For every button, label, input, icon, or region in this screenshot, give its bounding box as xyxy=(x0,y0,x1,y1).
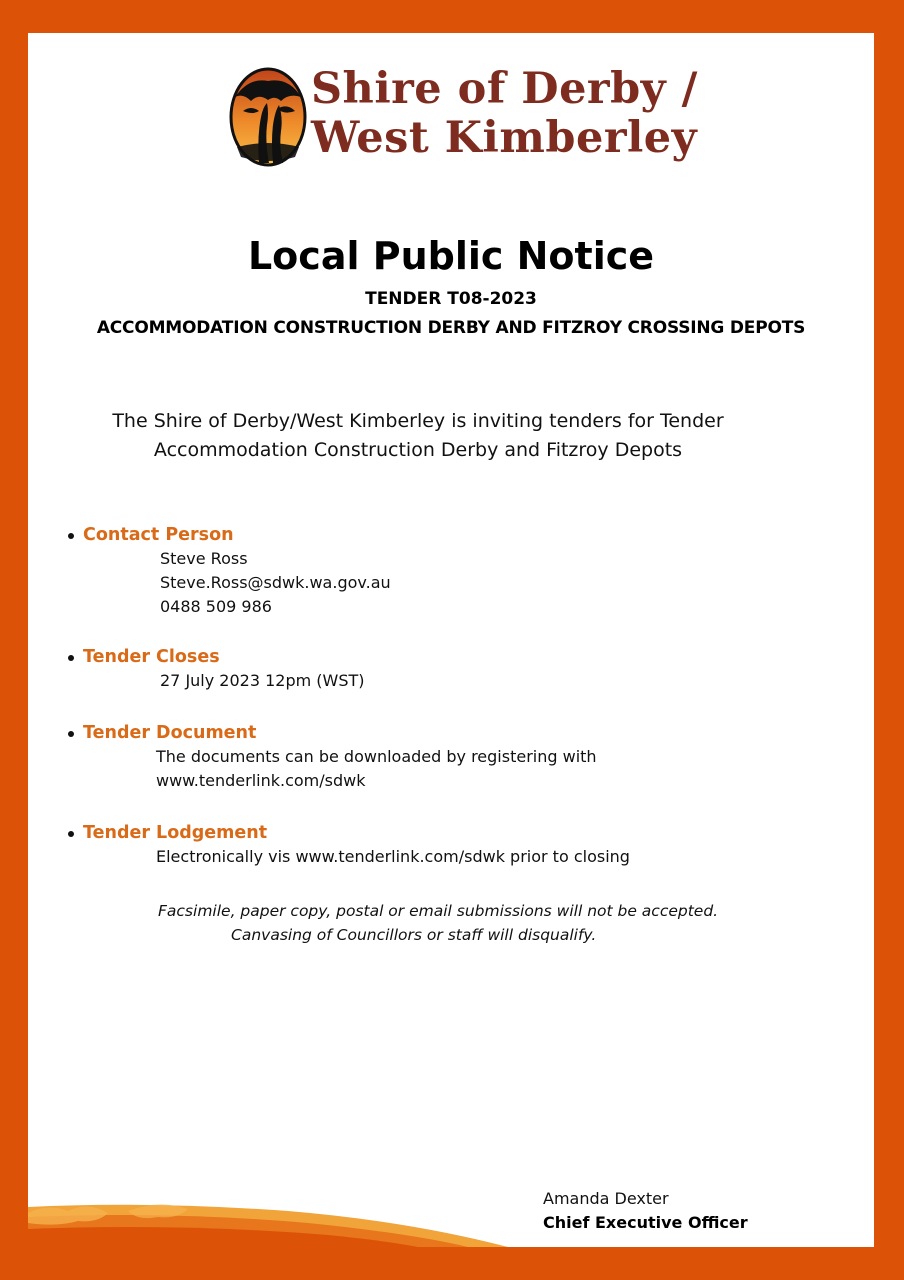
shire-logo-wordmark xyxy=(311,65,698,163)
contact-phone: 0488 509 986 xyxy=(160,597,272,616)
signatory-name: Amanda Dexter xyxy=(543,1189,669,1208)
contact-person-section xyxy=(68,523,788,619)
submission-note xyxy=(158,899,718,947)
note-line-1: Facsimile, paper copy, postal or email submissions will not be accepted. xyxy=(158,902,719,920)
tender-lodgement-heading: Tender Lodgement xyxy=(68,821,788,845)
closing-date: 27 July 2023 12pm (WST) xyxy=(160,671,365,690)
contact-person-heading: Contact Person xyxy=(68,523,788,547)
shire-logo xyxy=(229,64,698,169)
tender-lodgement-section xyxy=(68,821,788,869)
contact-name: Steve Ross xyxy=(160,549,248,568)
logo-line-1: Shire of Derby / xyxy=(311,64,698,114)
page-title: Local Public Notice xyxy=(247,234,655,278)
lodgement-text: Electronically vis www.tenderlink.com/sdwk prior to closing xyxy=(156,847,630,866)
intro-line-1: The Shire of Derby/West Kimberley is inviting tenders for Tender xyxy=(112,410,724,432)
tender-name: ACCOMMODATION CONSTRUCTION DERBY AND FITZROY CROSSING DEPOTS xyxy=(96,318,806,338)
logo-line-2: West Kimberley xyxy=(311,113,698,163)
signature-block xyxy=(543,1187,748,1235)
note-line-2: Canvasing of Councillors or staff will disqualify. xyxy=(231,926,597,944)
intro-line-2: Accommodation Construction Derby and Fitzroy Depots xyxy=(153,439,683,461)
notice-page xyxy=(28,33,874,1247)
document-text: The documents can be downloaded by registering with xyxy=(156,747,597,766)
boab-tree-logo-icon xyxy=(229,67,307,167)
contact-email: Steve.Ross@sdwk.wa.gov.au xyxy=(160,573,391,592)
tender-closes-section xyxy=(68,645,788,693)
signatory-role: Chief Executive Officer xyxy=(543,1213,748,1232)
intro-paragraph xyxy=(88,407,748,465)
tender-number: TENDER T08-2023 xyxy=(365,289,537,309)
tender-document-heading: Tender Document xyxy=(68,721,788,745)
tender-closes-heading: Tender Closes xyxy=(68,645,788,669)
document-link: www.tenderlink.com/sdwk xyxy=(156,771,366,790)
tender-document-section xyxy=(68,721,788,793)
